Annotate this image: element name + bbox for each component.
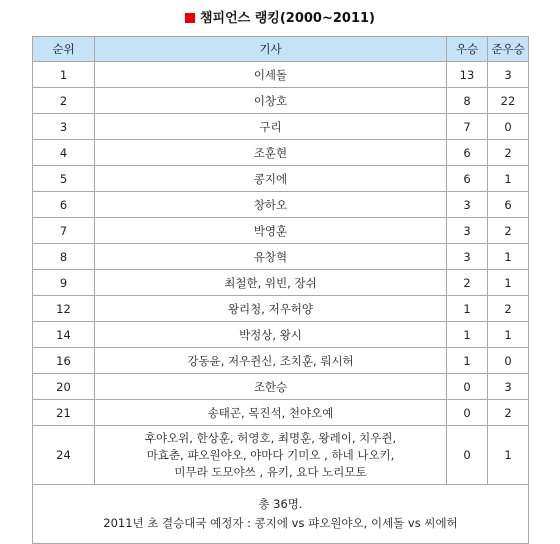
- cell-runner-up: 1: [488, 322, 529, 348]
- title-text: 챔피언스 랭킹(2000~2011): [199, 11, 375, 26]
- cell-runner-up: 1: [488, 426, 529, 485]
- cell-rank: 5: [33, 166, 95, 192]
- cell-wins: 3: [447, 192, 488, 218]
- table-row: [33, 88, 529, 114]
- cell-wins: 7: [447, 114, 488, 140]
- table-row: [33, 348, 529, 374]
- cell-rank: 24: [33, 426, 95, 485]
- cell-player: 창하오: [95, 192, 447, 218]
- cell-runner-up: 0: [488, 348, 529, 374]
- cell-runner-up: 1: [488, 244, 529, 270]
- header-player: 기사: [95, 37, 447, 62]
- header-rank: 순위: [33, 37, 95, 62]
- player-line: 후야오위, 한상훈, 허영호, 최명훈, 왕레이, 치우쥔,: [144, 430, 397, 445]
- cell-wins: 1: [447, 322, 488, 348]
- cell-rank: 20: [33, 374, 95, 400]
- cell-wins: 3: [447, 218, 488, 244]
- cell-wins: 6: [447, 140, 488, 166]
- cell-player: 왕리청, 저우허양: [95, 296, 447, 322]
- footer-total: 총 36명.: [258, 497, 303, 511]
- cell-player: 박영훈: [95, 218, 447, 244]
- cell-wins: 2: [447, 270, 488, 296]
- ranking-table: [32, 36, 529, 544]
- table-row: [33, 192, 529, 218]
- cell-rank: 9: [33, 270, 95, 296]
- cell-player: 조훈현: [95, 140, 447, 166]
- cell-player: 송태곤, 목진석, 천야오예: [95, 400, 447, 426]
- table-row: [33, 270, 529, 296]
- table-row: [33, 62, 529, 88]
- page-title: [0, 7, 560, 26]
- footer-cell: [33, 485, 529, 544]
- cell-wins: 0: [447, 400, 488, 426]
- table-row: [33, 296, 529, 322]
- cell-rank: 6: [33, 192, 95, 218]
- cell-player: 조한승: [95, 374, 447, 400]
- player-line: 미무라 도모야쓰 , 유키, 요다 노리모토: [174, 464, 367, 479]
- cell-runner-up: 22: [488, 88, 529, 114]
- cell-runner-up: 1: [488, 166, 529, 192]
- cell-wins: 0: [447, 374, 488, 400]
- header-runner-up: 준우승: [488, 37, 529, 62]
- table-row: [33, 218, 529, 244]
- cell-player: [95, 426, 447, 485]
- cell-rank: 4: [33, 140, 95, 166]
- cell-player: 최철한, 위빈, 장쉬: [95, 270, 447, 296]
- table-row: [33, 166, 529, 192]
- cell-wins: 6: [447, 166, 488, 192]
- player-line: 마효춘, 퍄오원야오, 야마다 기미오 , 하네 나오키,: [146, 447, 395, 462]
- header-wins: 우승: [447, 37, 488, 62]
- cell-player: 유창혁: [95, 244, 447, 270]
- cell-runner-up: 1: [488, 270, 529, 296]
- table-header-row: [33, 37, 529, 62]
- table-footer-row: [33, 485, 529, 544]
- cell-wins: 0: [447, 426, 488, 485]
- cell-rank: 16: [33, 348, 95, 374]
- cell-rank: 14: [33, 322, 95, 348]
- cell-runner-up: 3: [488, 62, 529, 88]
- cell-runner-up: 2: [488, 140, 529, 166]
- table-row: [33, 114, 529, 140]
- cell-rank: 2: [33, 88, 95, 114]
- table-row: [33, 374, 529, 400]
- cell-player: 박정상, 왕시: [95, 322, 447, 348]
- cell-player: 이창호: [95, 88, 447, 114]
- cell-player: 이세돌: [95, 62, 447, 88]
- cell-rank: 3: [33, 114, 95, 140]
- cell-runner-up: 2: [488, 296, 529, 322]
- table-row: [33, 322, 529, 348]
- cell-player: 강동윤, 저우쥔신, 조치훈, 뤄시허: [95, 348, 447, 374]
- cell-runner-up: 2: [488, 400, 529, 426]
- cell-wins: 1: [447, 348, 488, 374]
- cell-runner-up: 2: [488, 218, 529, 244]
- cell-rank: 8: [33, 244, 95, 270]
- table-row: [33, 400, 529, 426]
- cell-wins: 13: [447, 62, 488, 88]
- cell-player: 구리: [95, 114, 447, 140]
- cell-runner-up: 3: [488, 374, 529, 400]
- cell-rank: 12: [33, 296, 95, 322]
- cell-wins: 8: [447, 88, 488, 114]
- cell-player: 콩지에: [95, 166, 447, 192]
- cell-rank: 1: [33, 62, 95, 88]
- table-row: [33, 426, 529, 485]
- table-row: [33, 140, 529, 166]
- table-row: [33, 244, 529, 270]
- red-square-icon: [185, 13, 195, 23]
- cell-wins: 1: [447, 296, 488, 322]
- cell-runner-up: 6: [488, 192, 529, 218]
- cell-rank: 21: [33, 400, 95, 426]
- footer-note: 2011년 초 결승대국 예정자 : 콩지에 vs 퍄오원야오, 이세돌 vs 씨에허: [103, 516, 458, 530]
- cell-runner-up: 0: [488, 114, 529, 140]
- cell-rank: 7: [33, 218, 95, 244]
- cell-wins: 3: [447, 244, 488, 270]
